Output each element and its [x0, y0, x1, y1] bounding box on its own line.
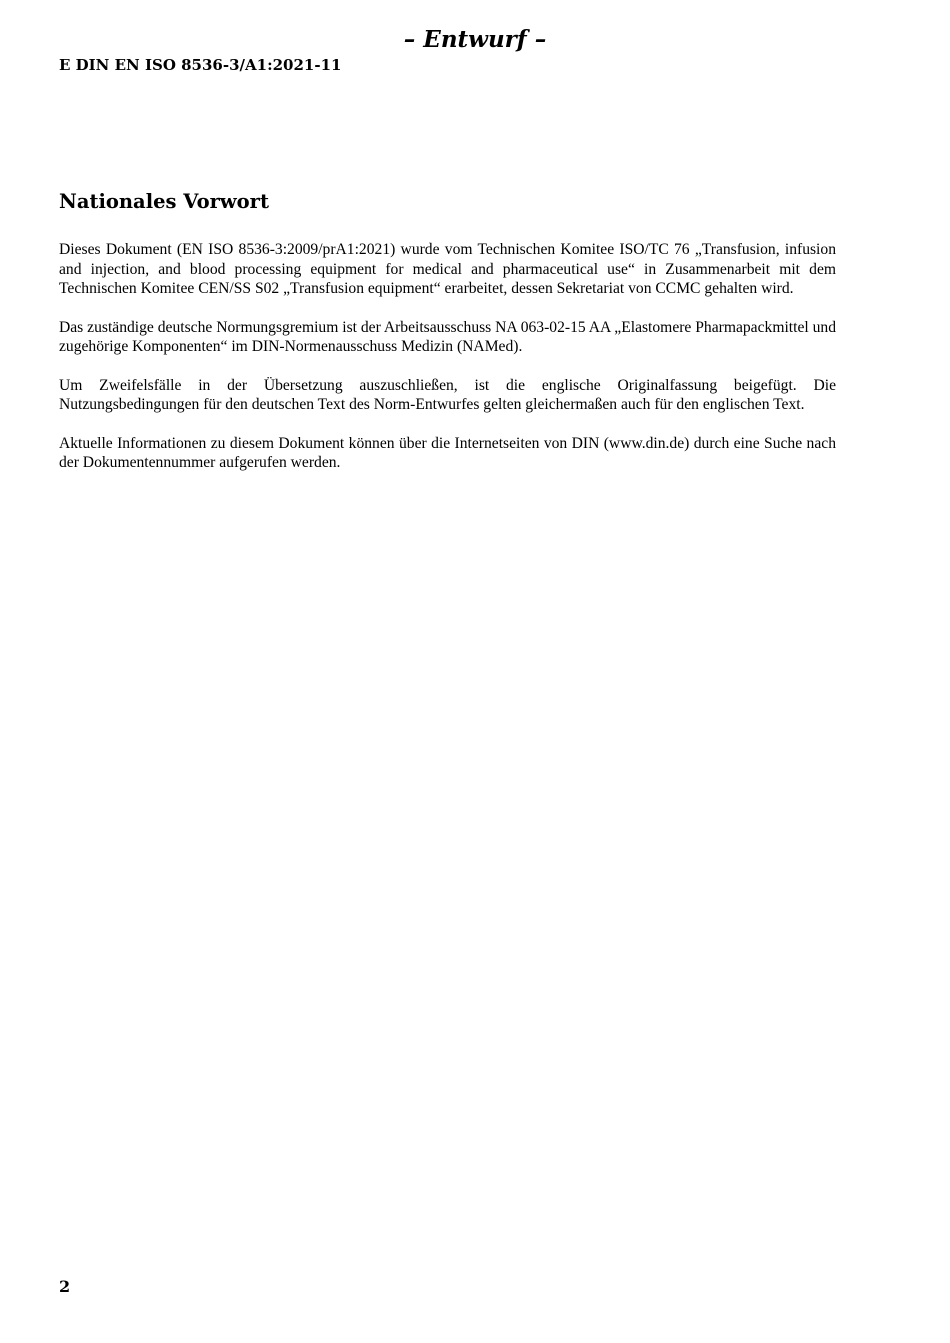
page-number: 2 — [59, 1277, 71, 1296]
paragraph-responsible-body: Das zuständige deutsche Normungsgremium ist der Arbeitsausschuss NA 063-02-15 AA „Elastomere Pharmapackmittel und zugehörige Komponenten“ im DIN-Normenausschuss Medizin (NAMed). — [59, 318, 836, 355]
paragraph-translation-note: Um Zweifelsfälle in der Übersetzung auszuschließen, ist die englische Originalfassung beigefügt. Die Nutzungsbedingungen für den deutschen Text des Norm-Entwurfes gelten gleichermaßen auch für den englischen Text. — [59, 376, 836, 413]
paragraph-committee: Dieses Dokument (EN ISO 8536-3:2009/prA1:2021) wurde vom Technischen Komitee ISO/TC 76 „Transfusion, infusion and injection, and blood processing equipment for medical and pharmaceutical use“ in Zusammenarbeit mit dem Technischen Komitee CEN/SS S02 „Transfusion equipment“ erarbeitet, dessen Sekretariat von CCMC gehalten wird. — [59, 241, 836, 297]
section-heading: Nationales Vorwort — [59, 190, 269, 213]
draft-watermark-label: – Entwurf – — [403, 26, 547, 53]
document-identifier: E DIN EN ISO 8536-3/A1:2021-11 — [59, 56, 342, 74]
foreword-body — [59, 240, 836, 492]
paragraph-information: Aktuelle Informationen zu diesem Dokument können über die Internetseiten von DIN (www.din.de) durch eine Suche nach der Dokumentennummer aufgerufen werden. — [59, 434, 836, 471]
